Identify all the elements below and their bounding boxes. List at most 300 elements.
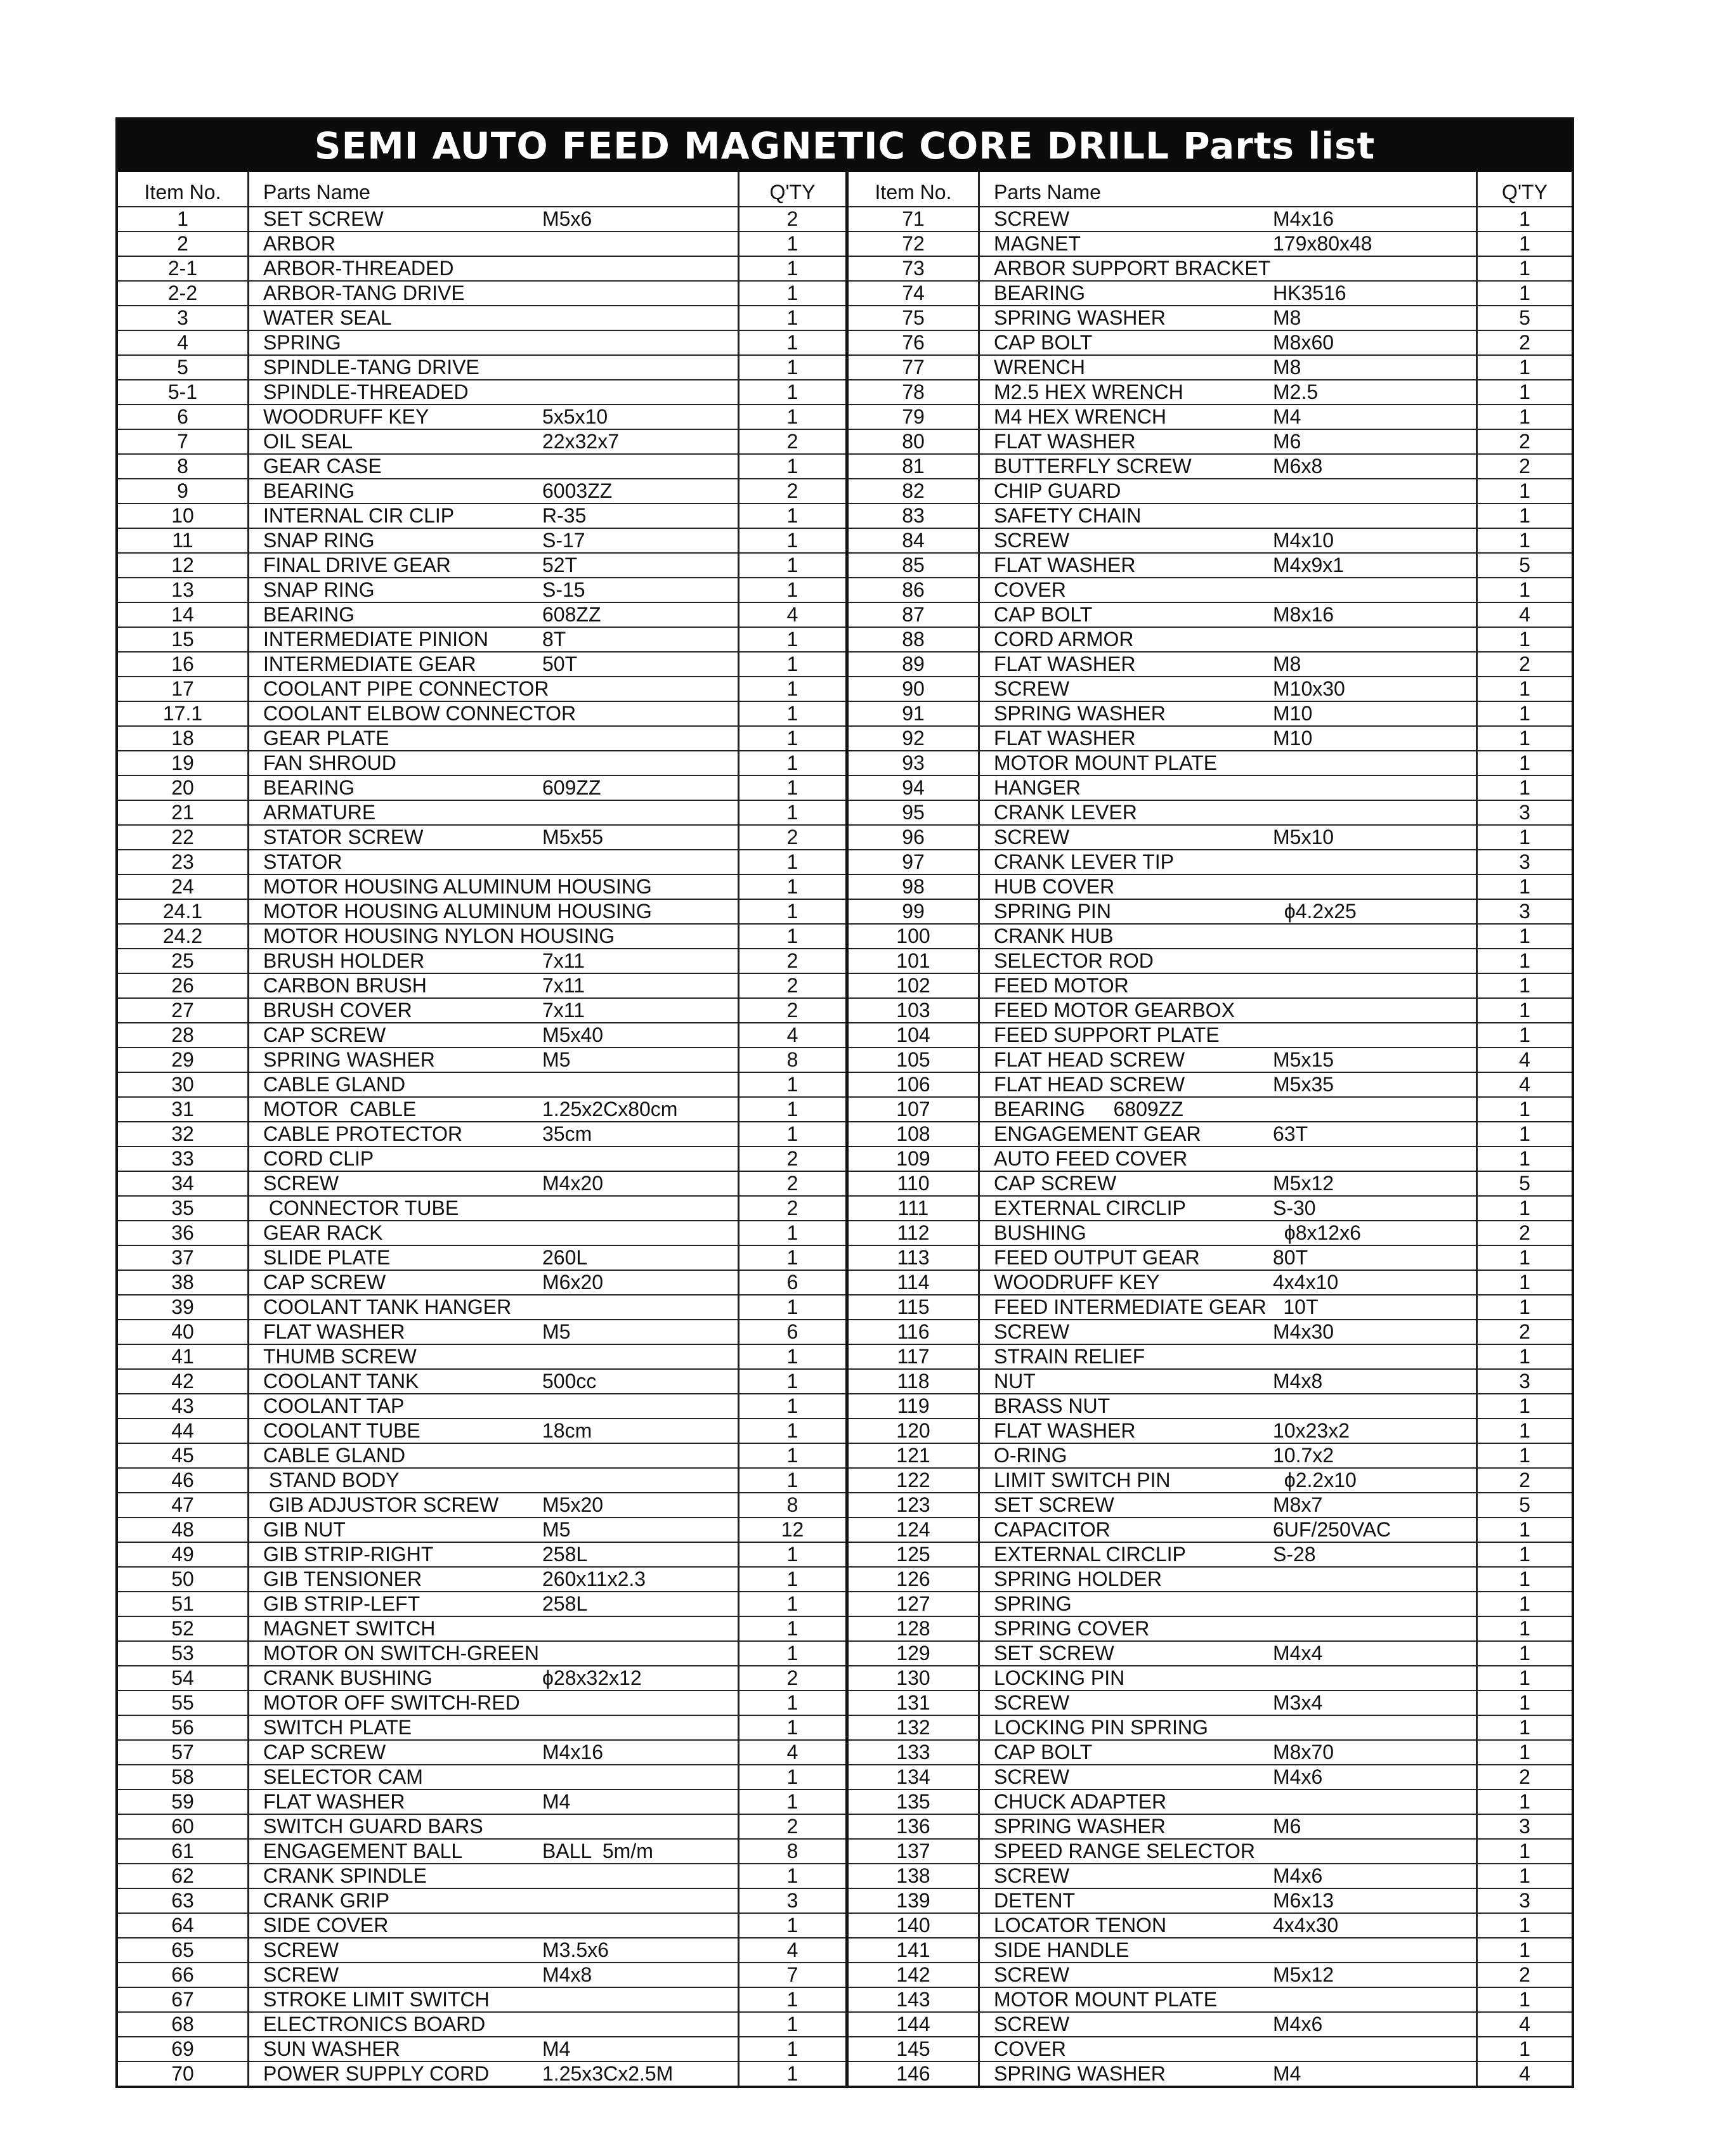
part-quantity: 1	[1519, 257, 1530, 280]
item-number: 145	[849, 2037, 980, 2061]
part-quantity: 1	[1519, 677, 1530, 700]
item-number: 53	[118, 1642, 249, 1665]
part-quantity: 1	[1519, 702, 1530, 725]
part-name: FLAT WASHER	[994, 430, 1136, 453]
part-quantity: 4	[786, 1938, 798, 1961]
item-number: 111	[849, 1197, 980, 1220]
part-name: MAGNET	[994, 232, 1081, 255]
item-number: 67	[118, 1988, 249, 2011]
part-quantity: 1	[1519, 1197, 1530, 1219]
part-name-cell	[980, 1988, 1478, 2011]
table-row	[118, 653, 845, 677]
part-quantity: 2	[1519, 430, 1530, 453]
part-name-cell	[980, 2037, 1478, 2061]
item-number: 139	[849, 1889, 980, 1912]
part-name-cell	[249, 1988, 739, 2011]
part-quantity: 1	[1519, 207, 1530, 230]
item-number: 98	[849, 875, 980, 899]
table-row	[849, 405, 1572, 430]
table-row	[849, 1790, 1572, 1815]
part-name: SWITCH GUARD BARS	[263, 1815, 483, 1838]
part-name-cell	[980, 1246, 1478, 1270]
table-row	[849, 331, 1572, 356]
part-name-cell	[249, 900, 739, 923]
part-name-cell	[980, 405, 1478, 429]
part-spec: 63T	[1273, 1122, 1308, 1145]
item-number: 34	[118, 1172, 249, 1195]
item-number: 109	[849, 1147, 980, 1171]
table-row	[849, 1023, 1572, 1048]
item-number: 49	[118, 1543, 249, 1566]
table-row	[849, 578, 1572, 603]
item-number: 130	[849, 1666, 980, 1690]
part-name: POWER SUPPLY CORD	[263, 2062, 490, 2085]
part-name: CRANK GRIP	[263, 1889, 390, 1912]
item-number: 45	[118, 1444, 249, 1467]
part-quantity: 5	[1519, 554, 1530, 576]
part-spec: M5x35	[1273, 1073, 1334, 1096]
item-number: 84	[849, 529, 980, 552]
part-quantity: 1	[786, 1122, 798, 1145]
part-name-cell	[249, 1147, 739, 1171]
part-name: EXTERNAL CIRCLIP	[994, 1197, 1186, 1219]
table-row	[118, 1221, 845, 1246]
part-name-cell	[249, 925, 739, 948]
part-quantity: 4	[1519, 2013, 1530, 2036]
part-name-cell	[980, 727, 1478, 750]
header-row	[118, 172, 845, 207]
part-name: EXTERNAL CIRCLIP	[994, 1543, 1186, 1566]
part-spec: HK3516	[1273, 282, 1346, 304]
table-row	[849, 2013, 1572, 2037]
table-row	[849, 1469, 1572, 1493]
table-row	[849, 1345, 1572, 1370]
part-quantity: 4	[1519, 1073, 1530, 1096]
part-name: SWITCH PLATE	[263, 1716, 412, 1739]
part-quantity: 1	[1519, 776, 1530, 799]
item-number: 63	[118, 1889, 249, 1912]
part-name-cell	[980, 430, 1478, 453]
part-quantity: 1	[1519, 405, 1530, 428]
part-name: COOLANT ELBOW CONNECTOR	[263, 702, 577, 725]
part-spec: 6UF/250VAC	[1273, 1518, 1391, 1541]
part-name-cell	[980, 1419, 1478, 1443]
part-quantity: 1	[1519, 1098, 1530, 1120]
part-quantity: 2	[1519, 1221, 1530, 1244]
part-quantity: 1	[1519, 356, 1530, 379]
item-number: 140	[849, 1914, 980, 1937]
part-name: CHIP GUARD	[994, 479, 1121, 502]
table-title: SEMI AUTO FEED MAGNETIC CORE DRILL Parts list	[118, 120, 1572, 172]
table-row	[118, 257, 845, 282]
table-row	[849, 380, 1572, 405]
part-quantity: 1	[786, 282, 798, 304]
item-number: 68	[118, 2013, 249, 2036]
part-name-cell	[249, 306, 739, 330]
part-name: CABLE PROTECTOR	[263, 1122, 463, 1145]
part-name-cell	[249, 1320, 739, 1344]
part-quantity: 1	[1519, 974, 1530, 997]
part-quantity: 2	[786, 1197, 798, 1219]
table-row	[118, 1741, 845, 1765]
part-name: STRAIN RELIEF	[994, 1345, 1145, 1368]
part-name: CAP BOLT	[994, 603, 1093, 626]
part-spec: M2.5	[1273, 380, 1319, 403]
part-quantity: 1	[1519, 1246, 1530, 1269]
part-name: FLAT HEAD SCREW	[994, 1048, 1185, 1071]
part-quantity: 1	[1519, 1147, 1530, 1170]
part-name: SPEED RANGE SELECTOR	[994, 1840, 1255, 1862]
part-quantity: 1	[786, 628, 798, 651]
part-quantity: 1	[1519, 1691, 1530, 1714]
part-name: THUMB SCREW	[263, 1345, 417, 1368]
item-number: 75	[849, 306, 980, 330]
table-row	[118, 1394, 845, 1419]
part-name: SPINDLE-THREADED	[263, 380, 469, 403]
part-name: SCREW	[994, 826, 1070, 848]
item-number: 114	[849, 1271, 980, 1294]
part-name-cell	[980, 1889, 1478, 1912]
part-quantity: 3	[1519, 801, 1530, 824]
item-number: 6	[118, 405, 249, 429]
part-spec: M5	[542, 1518, 571, 1541]
part-name: FEED SUPPORT PLATE	[994, 1023, 1220, 1046]
table-row	[849, 875, 1572, 900]
item-number: 23	[118, 850, 249, 874]
part-name-cell	[980, 1122, 1478, 1146]
part-quantity: 1	[1519, 529, 1530, 552]
table-row	[849, 1938, 1572, 1963]
item-number: 24.2	[118, 925, 249, 948]
table-row	[118, 949, 845, 974]
table-row	[849, 306, 1572, 331]
table-row	[118, 1296, 845, 1320]
item-number: 5-1	[118, 380, 249, 404]
part-name: SNAP RING	[263, 529, 375, 552]
header-parts-name: Parts Name	[980, 172, 1478, 206]
part-name-cell	[980, 2013, 1478, 2036]
part-quantity: 2	[1519, 1963, 1530, 1986]
part-name: ARBOR-THREADED	[263, 257, 454, 280]
table-row	[849, 1296, 1572, 1320]
table-row	[849, 801, 1572, 826]
part-quantity: 2	[786, 949, 798, 972]
item-number: 41	[118, 1345, 249, 1368]
part-name-cell	[249, 1741, 739, 1764]
part-name: BRUSH COVER	[263, 999, 412, 1022]
table-row	[118, 875, 845, 900]
part-spec: 4x4x10	[1273, 1271, 1339, 1294]
part-name: SCREW	[263, 1172, 339, 1195]
part-name: MOTOR MOUNT PLATE	[994, 751, 1218, 774]
part-name: M4 HEX WRENCH	[994, 405, 1167, 428]
part-quantity: 1	[786, 1617, 798, 1640]
part-spec: 260x11x2.3	[542, 1568, 646, 1590]
part-spec: M6x13	[1273, 1889, 1334, 1912]
part-name-cell	[249, 603, 739, 627]
part-name-cell	[249, 2013, 739, 2036]
part-quantity: 1	[786, 380, 798, 403]
part-quantity: 5	[1519, 1172, 1530, 1195]
part-name-cell	[249, 1221, 739, 1245]
part-name-cell	[980, 900, 1478, 923]
table-row	[849, 1394, 1572, 1419]
header-parts-name: Parts Name	[249, 172, 739, 206]
part-quantity: 1	[1519, 578, 1530, 601]
item-number: 82	[849, 479, 980, 503]
part-quantity: 2	[786, 999, 798, 1022]
part-quantity: 2	[1519, 1469, 1530, 1491]
part-name-cell	[980, 554, 1478, 577]
table-row	[118, 2037, 845, 2062]
part-name-cell	[980, 1023, 1478, 1047]
part-quantity: 1	[1519, 1988, 1530, 2011]
part-name: BRASS NUT	[994, 1394, 1111, 1417]
part-name-cell	[980, 232, 1478, 256]
table-row	[849, 1815, 1572, 1840]
part-spec: 52T	[542, 554, 578, 576]
part-name: BRUSH HOLDER	[263, 949, 425, 972]
part-name-cell	[980, 1320, 1478, 1344]
part-name: BEARING	[263, 603, 355, 626]
part-name-cell	[249, 702, 739, 725]
part-quantity: 2	[1519, 653, 1530, 675]
part-name: SIDE COVER	[263, 1914, 389, 1937]
part-name-cell	[249, 1345, 739, 1368]
item-number: 21	[118, 801, 249, 824]
part-spec: M6x8	[1273, 455, 1323, 477]
part-name-cell	[980, 1790, 1478, 1814]
part-spec: BALL 5m/m	[542, 1840, 653, 1862]
table-row	[118, 1963, 845, 1988]
table-row	[849, 850, 1572, 875]
part-spec: S-30	[1273, 1197, 1316, 1219]
part-name-cell	[249, 1543, 739, 1566]
table-row	[849, 1197, 1572, 1221]
item-number: 129	[849, 1642, 980, 1665]
part-quantity: 1	[1519, 1543, 1530, 1566]
item-number: 8	[118, 455, 249, 478]
table-row	[118, 380, 845, 405]
part-name: CAPACITOR	[994, 1518, 1111, 1541]
item-number: 73	[849, 257, 980, 280]
part-name-cell	[980, 776, 1478, 800]
parts-list-table	[115, 117, 1574, 2088]
part-name: CORD ARMOR	[994, 628, 1134, 651]
table-row	[118, 356, 845, 380]
part-name-cell	[249, 1098, 739, 1121]
part-name-cell	[980, 999, 1478, 1022]
part-quantity: 1	[1519, 1345, 1530, 1368]
table-row	[118, 1122, 845, 1147]
part-name-cell	[980, 702, 1478, 725]
part-name-cell	[249, 1815, 739, 1838]
table-row	[118, 1666, 845, 1691]
part-name-cell	[980, 1370, 1478, 1393]
part-quantity: 1	[786, 900, 798, 923]
item-number: 122	[849, 1469, 980, 1492]
table-row	[849, 1568, 1572, 1592]
part-quantity: 1	[786, 1642, 798, 1665]
item-number: 92	[849, 727, 980, 750]
part-name: SET SCREW	[994, 1642, 1114, 1665]
part-quantity: 1	[1519, 1592, 1530, 1615]
part-name: CAP BOLT	[994, 331, 1093, 354]
part-quantity: 2	[1519, 331, 1530, 354]
part-name-cell	[980, 1963, 1478, 1987]
part-name: FLAT WASHER	[994, 727, 1136, 750]
item-number: 117	[849, 1345, 980, 1368]
part-quantity: 1	[786, 1345, 798, 1368]
part-name-cell	[980, 1197, 1478, 1220]
item-number: 56	[118, 1716, 249, 1739]
part-name-cell	[980, 949, 1478, 973]
table-row	[118, 1493, 845, 1518]
part-spec: R-35	[542, 504, 587, 527]
item-number: 141	[849, 1938, 980, 1962]
item-number: 38	[118, 1271, 249, 1294]
table-row	[118, 776, 845, 801]
part-name-cell	[980, 1098, 1478, 1121]
item-number: 31	[118, 1098, 249, 1121]
table-row	[118, 1197, 845, 1221]
table-row	[849, 1098, 1572, 1122]
part-spec: M5	[542, 1320, 571, 1343]
table-row	[849, 603, 1572, 628]
part-name-cell	[980, 1691, 1478, 1715]
item-number: 58	[118, 1765, 249, 1789]
table-row	[118, 1543, 845, 1568]
header-qty: Q'TY	[769, 181, 816, 204]
part-quantity: 1	[1519, 1394, 1530, 1417]
part-spec: 258L	[542, 1543, 588, 1566]
part-name: FEED MOTOR GEARBOX	[994, 999, 1235, 1022]
part-name-cell	[980, 455, 1478, 478]
part-name: COOLANT TANK	[263, 1370, 419, 1393]
part-spec: 35cm	[542, 1122, 592, 1145]
part-name-cell	[980, 1914, 1478, 1937]
item-number: 24	[118, 875, 249, 899]
part-name: STROKE LIMIT SWITCH	[263, 1988, 490, 2011]
part-name-cell	[980, 1741, 1478, 1764]
part-spec: 179x80x48	[1273, 232, 1372, 255]
part-spec: M4x20	[542, 1172, 604, 1195]
item-number: 85	[849, 554, 980, 577]
item-number: 29	[118, 1048, 249, 1072]
item-number: 113	[849, 1246, 980, 1270]
part-name: SIDE HANDLE	[994, 1938, 1130, 1961]
part-name: SPRING WASHER	[994, 306, 1166, 329]
right-column-group	[849, 172, 1572, 2086]
item-number: 123	[849, 1493, 980, 1517]
part-name-cell	[249, 1963, 739, 1987]
item-number: 15	[118, 628, 249, 651]
part-spec: S-17	[542, 529, 585, 552]
table-row	[118, 628, 845, 653]
part-name-cell	[980, 1073, 1478, 1096]
part-name: ARMATURE	[263, 801, 376, 824]
part-name-cell	[249, 1172, 739, 1195]
part-name: BUSHING	[994, 1221, 1086, 1244]
item-number: 30	[118, 1073, 249, 1096]
item-number: 46	[118, 1469, 249, 1492]
item-number: 65	[118, 1938, 249, 1962]
part-name: CARBON BRUSH	[263, 974, 427, 997]
part-name: GEAR CASE	[263, 455, 382, 477]
part-name-cell	[980, 2062, 1478, 2086]
part-name: GIB ADJUSTOR SCREW	[263, 1493, 499, 1516]
part-quantity: 1	[786, 578, 798, 601]
item-number: 1	[118, 207, 249, 231]
part-name-cell	[249, 1197, 739, 1220]
part-spec: 80T	[1273, 1246, 1308, 1269]
part-name-cell	[980, 504, 1478, 528]
part-quantity: 2	[786, 1666, 798, 1689]
part-spec: S-15	[542, 578, 585, 601]
part-spec: M5x10	[1273, 826, 1334, 848]
part-name: FINAL DRIVE GEAR	[263, 554, 451, 576]
part-quantity: 1	[786, 925, 798, 947]
part-name-cell	[249, 1864, 739, 1888]
part-name-cell	[980, 603, 1478, 627]
part-name: SELECTOR ROD	[994, 949, 1154, 972]
part-name: FLAT WASHER	[263, 1320, 405, 1343]
part-name-cell	[249, 1938, 739, 1962]
item-number: 134	[849, 1765, 980, 1789]
part-quantity: 1	[786, 1568, 798, 1590]
part-name: ARBOR	[263, 232, 336, 255]
part-name-cell	[249, 1246, 739, 1270]
part-quantity: 1	[1519, 1914, 1530, 1937]
item-number: 70	[118, 2062, 249, 2086]
part-quantity: 2	[786, 430, 798, 453]
item-number: 7	[118, 430, 249, 453]
table-row	[849, 1073, 1572, 1098]
part-name-cell	[980, 578, 1478, 602]
item-number: 91	[849, 702, 980, 725]
item-number: 9	[118, 479, 249, 503]
item-number: 17.1	[118, 702, 249, 725]
part-spec: 10x23x2	[1273, 1419, 1350, 1442]
part-name: SPRING PIN	[994, 900, 1111, 923]
part-spec: 7x11	[542, 974, 585, 997]
part-spec: 1.25x2Cx80cm	[542, 1098, 678, 1120]
part-quantity: 1	[786, 653, 798, 675]
part-name: CAP BOLT	[994, 1741, 1093, 1763]
part-quantity: 5	[1519, 1493, 1530, 1516]
part-spec: M10x30	[1273, 677, 1345, 700]
part-name-cell	[980, 1592, 1478, 1616]
part-quantity: 2	[786, 826, 798, 848]
table-row	[118, 1320, 845, 1345]
table-row	[118, 974, 845, 999]
table-row	[118, 2062, 845, 2086]
part-name: COOLANT PIPE CONNECTOR	[263, 677, 549, 700]
part-spec: M8	[1273, 653, 1301, 675]
item-number: 47	[118, 1493, 249, 1517]
item-number: 5	[118, 356, 249, 379]
item-number: 64	[118, 1914, 249, 1937]
part-spec: M4x10	[1273, 529, 1334, 552]
part-name-cell	[980, 1048, 1478, 1072]
part-quantity: 1	[786, 529, 798, 552]
part-name: GEAR PLATE	[263, 727, 389, 750]
table-row	[849, 1370, 1572, 1394]
part-spec: 7x11	[542, 999, 585, 1022]
part-name: O-RING	[994, 1444, 1067, 1467]
table-row	[849, 1320, 1572, 1345]
part-name: BEARING 6809ZZ	[994, 1098, 1183, 1120]
